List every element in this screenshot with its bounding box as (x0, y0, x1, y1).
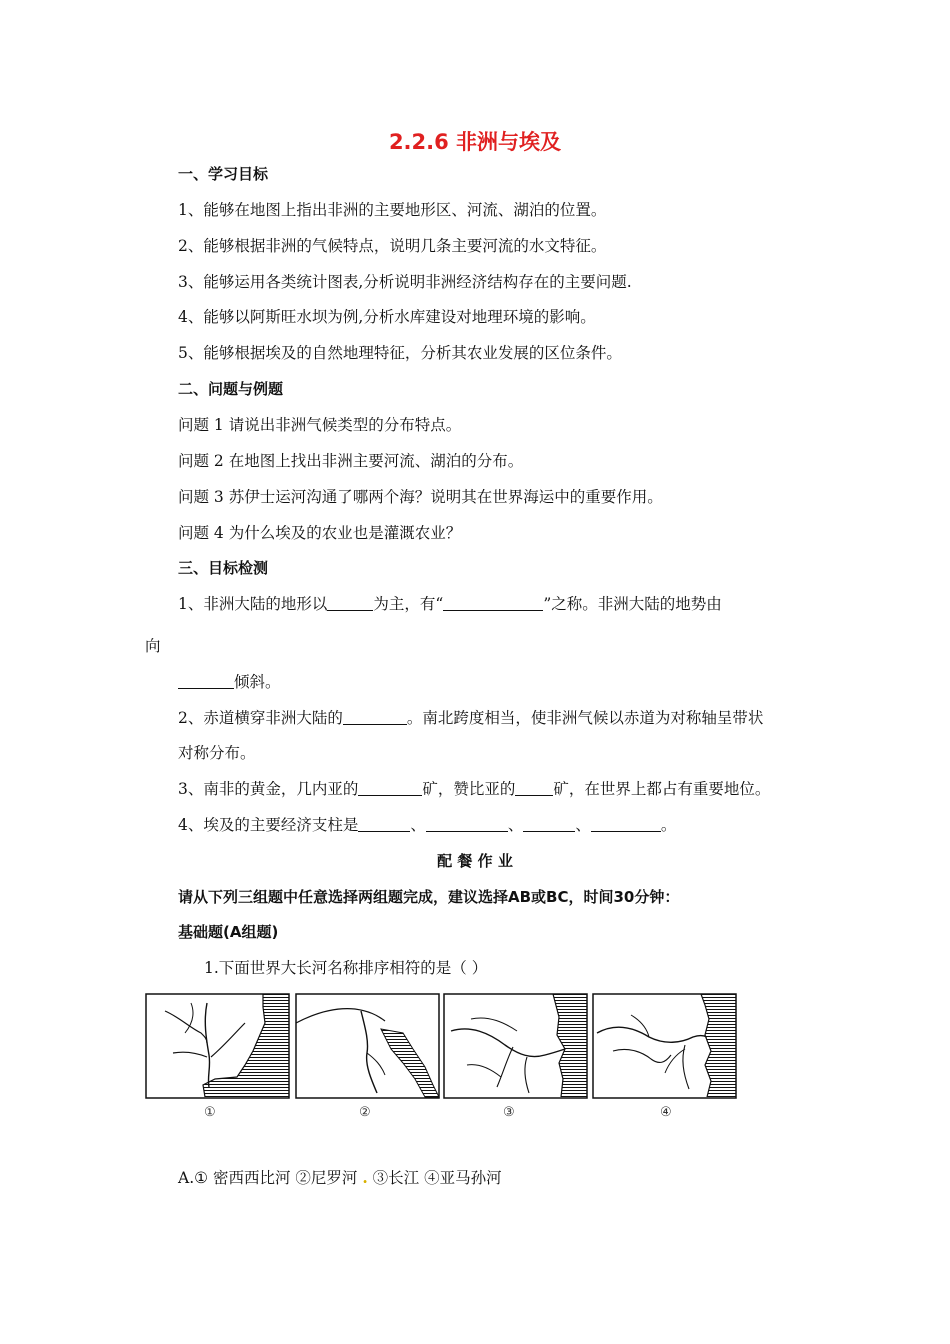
map-1-mississippi (146, 994, 289, 1098)
option-text: ③长江 ④亚马孙河 (372, 1169, 502, 1187)
page-title: 2.2.6 非洲与埃及 (388, 130, 562, 154)
test-question-1-cont (178, 672, 281, 692)
question-text: 倾斜。 (234, 673, 281, 691)
question-item: 问题 2 在地图上找出非洲主要河流、湖泊的分布。 (178, 452, 524, 470)
river-maps-figure (145, 993, 739, 1101)
question-item: 问题 1 请说出非洲气候类型的分布特点。 (178, 416, 462, 434)
option-a[interactable] (178, 1168, 502, 1188)
question-text: 4、埃及的主要经济支柱是 (178, 816, 359, 834)
option-text: A.① 密西西比河 ②尼罗河 (178, 1169, 358, 1187)
map-label-1: ① (204, 1105, 216, 1120)
goal-item: 3、能够运用各类统计图表,分析说明非洲经济结构存在的主要问题. (178, 273, 632, 291)
question-text: 3、南非的黄金，几内亚的 (178, 780, 359, 798)
answer-blank[interactable] (178, 672, 234, 689)
test-question-4 (178, 815, 676, 835)
question-text: 矿，在世界上都占有重要地位。 (553, 780, 771, 798)
answer-blank[interactable] (515, 779, 553, 796)
map-label-4: ④ (660, 1105, 672, 1120)
goal-item: 4、能够以阿斯旺水坝为例,分析水库建设对地理环境的影响。 (178, 308, 596, 326)
mcq-question-1: 1.下面世界大长河名称排序相符的是（ ） (204, 959, 488, 977)
homework-instruction: 请从下列三组题中任意选择两组题完成，建议选择AB或BC，时间30分钟： (178, 888, 680, 906)
question-text: 。南北跨度相当，使非洲气候以赤道为对称轴呈带状 (406, 709, 764, 727)
separator: 、 (410, 816, 426, 834)
section-heading-questions: 二、问题与例题 (178, 380, 284, 398)
test-question-3 (178, 779, 770, 799)
answer-blank[interactable] (358, 779, 422, 796)
test-question-1 (178, 594, 722, 614)
goal-item: 1、能够在地图上指出非洲的主要地形区、河流、湖泊的位置。 (178, 201, 607, 219)
goal-item: 2、能够根据非洲的气候特点，说明几条主要河流的水文特征。 (178, 237, 607, 255)
question-text: 对称分布。 (178, 744, 256, 762)
map-label-3: ③ (503, 1105, 515, 1120)
group-a-heading: 基础题(A组题) (178, 923, 279, 941)
question-text: 1、非洲大陆的地形以 (178, 595, 328, 613)
answer-blank[interactable] (523, 815, 575, 832)
question-item: 问题 3 苏伊士运河沟通了哪两个海？说明其在世界海运中的重要作用。 (178, 488, 663, 506)
map-label-2: ② (359, 1105, 371, 1120)
separator: 、 (507, 816, 524, 834)
answer-blank[interactable] (591, 815, 661, 832)
map-4-amazon (593, 994, 736, 1098)
question-text: 。 (660, 816, 677, 834)
question-text: ”之称。非洲大陆的地势由 (543, 595, 722, 613)
separator: 、 (575, 816, 591, 834)
map-3-yangtze (444, 994, 587, 1098)
question-text: 2、赤道横穿非洲大陆的 (178, 709, 343, 727)
answer-blank[interactable] (426, 815, 508, 832)
homework-heading: 配 餐 作 业 (437, 852, 513, 870)
question-text: 矿，赞比亚的 (422, 780, 516, 798)
answer-blank[interactable] (358, 815, 410, 832)
question-text: 向 (145, 637, 161, 655)
section-heading-goals: 一、学习目标 (178, 165, 269, 183)
question-text: 为主，有“ (373, 595, 444, 613)
map-2-nile (296, 994, 439, 1098)
question-item: 问题 4 为什么埃及的农业也是灌溉农业？ (178, 524, 462, 542)
section-heading-test: 三、目标检测 (178, 559, 269, 577)
goal-item: 5、能够根据埃及的自然地理特征，分析其农业发展的区位条件。 (178, 344, 622, 362)
answer-blank[interactable] (327, 594, 373, 611)
test-question-2 (178, 708, 763, 728)
yellow-dot: . (362, 1168, 368, 1187)
answer-blank[interactable] (443, 594, 543, 611)
answer-blank[interactable] (343, 708, 407, 725)
